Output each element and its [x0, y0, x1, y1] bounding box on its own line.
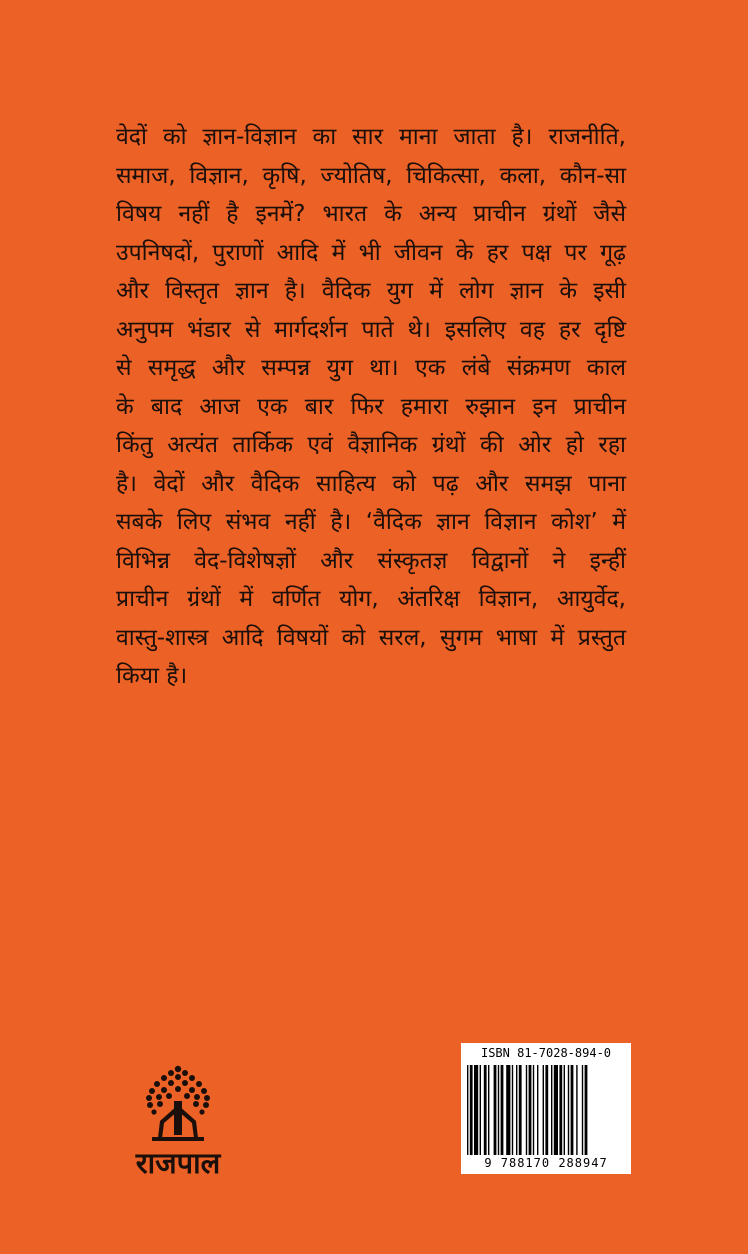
blurb-line: वेदों को ज्ञान-विज्ञान का सार माना जाता है। राजनीति,	[116, 124, 626, 150]
barcode-bar	[488, 1065, 489, 1155]
barcode-bar	[506, 1065, 510, 1155]
publisher-logo	[122, 1063, 234, 1183]
blurb-line: सबके लिए संभव नहीं है। ‘वैदिक ज्ञान विज्ञान कोश’ में	[116, 509, 626, 535]
blurb-line: प्राचीन ग्रंथों में वर्णित योग, अंतरिक्ष विज्ञान, आयुर्वेद,	[116, 586, 626, 612]
barcode-bar	[564, 1065, 565, 1155]
barcode-bar	[576, 1065, 577, 1155]
isbn-label: ISBN 81-7028-894-0	[480, 1046, 612, 1060]
blurb-line: और विस्तृत ज्ञान है। वैदिक युग में लोग ज्ञान के इसी	[116, 278, 626, 304]
barcode-bar	[543, 1065, 544, 1155]
blurb-line: अनुपम भंडार से मार्गदर्शन पाते थे। इसलिए वह हर दृष्टि	[116, 316, 626, 343]
back-cover-blurb	[116, 118, 626, 696]
barcode-bar	[551, 1065, 552, 1155]
barcode-bar	[501, 1065, 504, 1155]
blurb-line: है। वेदों और वैदिक साहित्य को पढ़ और समझ पाना	[116, 470, 626, 497]
barcode-bar	[516, 1065, 517, 1155]
barcode-bar	[559, 1065, 562, 1155]
tree-icon	[122, 1063, 234, 1143]
barcode-bar	[571, 1065, 574, 1155]
barcode-bar	[474, 1065, 478, 1155]
barcode-bar	[519, 1065, 522, 1155]
barcode-bar	[554, 1065, 558, 1155]
barcode-bar	[585, 1065, 588, 1155]
blurb-line: के बाद आज एक बार फिर हमारा रुझान इन प्राचीन	[116, 393, 626, 420]
publisher-name: राजपाल	[135, 1146, 221, 1180]
barcode-bar	[533, 1065, 534, 1155]
blurb-line: से समृद्ध और सम्पन्न युग था। एक लंबे संक्रमण काल	[116, 355, 626, 381]
barcode-bar	[537, 1065, 538, 1155]
blurb-line: विभिन्न वेद-विशेषज्ञों और संस्कृतज्ञ विद्वानों ने इन्हीं	[116, 547, 626, 574]
barcode-bar	[467, 1065, 468, 1155]
blurb-line: उपनिषदों, पुराणों आदि में भी जीवन के हर पक्ष पर गूढ़	[116, 239, 626, 266]
blurb-line: किंतु अत्यंत तार्किक एवं वैज्ञानिक ग्रंथों की ओर हो रहा	[116, 432, 626, 458]
blurb-line: वास्तु-शास्त्र आदि विषयों को सरल, सुगम भाषा में प्रस्तुत	[116, 624, 626, 651]
blurb-line: विषय नहीं है इनमें? भारत के अन्य प्राचीन ग्रंथों जैसे	[116, 201, 626, 227]
barcode-bar	[529, 1065, 532, 1155]
barcode-bars	[467, 1065, 625, 1155]
blurb-line: किया है।	[116, 663, 188, 689]
barcode-bar	[568, 1065, 569, 1155]
barcode-bar	[494, 1065, 497, 1155]
barcode-bar	[480, 1065, 481, 1155]
barcode-digits: 9 788170 288947	[484, 1156, 608, 1170]
barcode-bar	[470, 1065, 473, 1155]
barcode-bar	[545, 1065, 548, 1155]
barcode-bar	[484, 1065, 487, 1155]
isbn-barcode	[461, 1043, 631, 1174]
barcode-bar	[526, 1065, 527, 1155]
barcode-bar	[582, 1065, 583, 1155]
blurb-line: समाज, विज्ञान, कृषि, ज्योतिष, चिकित्सा, कला, कौन-सा	[116, 162, 626, 189]
barcode-bar	[512, 1065, 513, 1155]
barcode-bar	[498, 1065, 499, 1155]
